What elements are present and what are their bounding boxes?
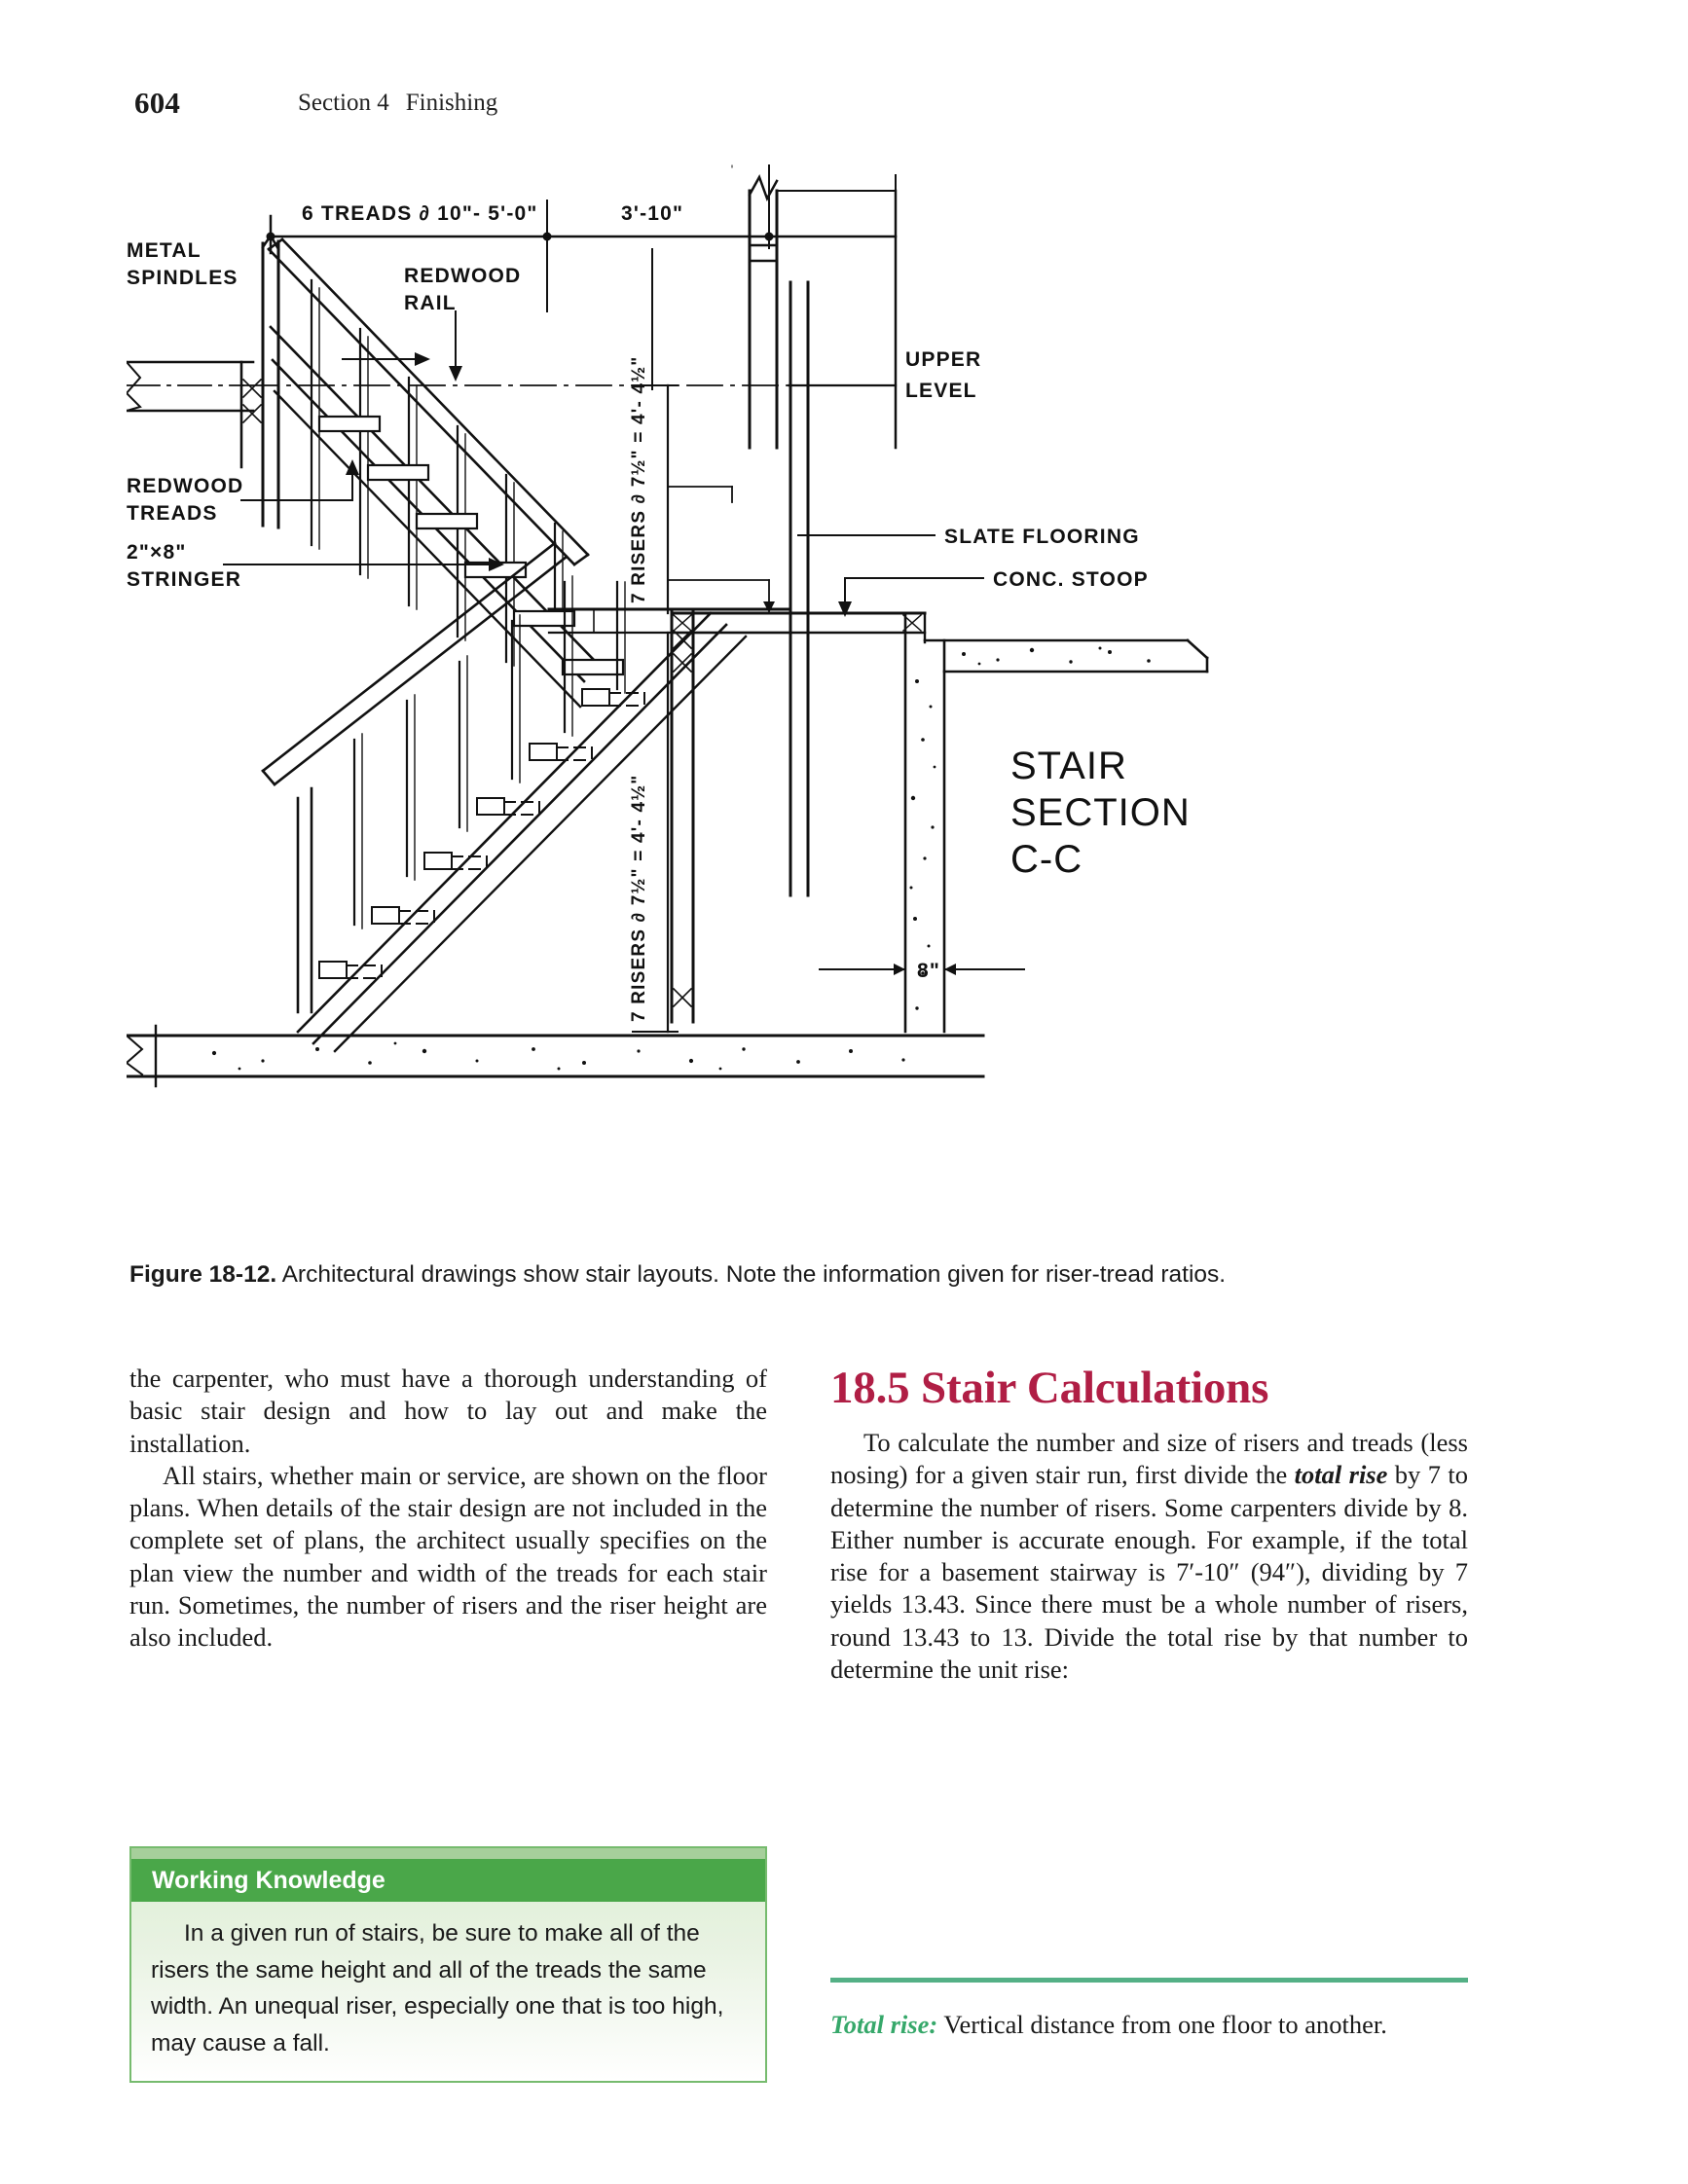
- working-knowledge-body: In a given run of stairs, be sure to make all of the risers the same height and all of the treads the same width. An unequal riser, especially one that is too high, may cause a fall.: [151, 1920, 724, 2057]
- label-redwood-rail-line1: REDWOOD: [404, 265, 522, 287]
- right-column: [830, 1363, 1468, 1686]
- label-stringer-line2: STRINGER: [127, 568, 242, 591]
- label-landing-dimension: 3'-10": [621, 202, 684, 225]
- right-paragraph-1-part-b: by 7 to determine the number of risers. Some carpenters divide by 8. Either number is accurate enough. For example, if the total rise for a basement stairway is 7′-10″ (94″), dividing by 7 yields 13.43. Since there must be a whole number of risers, round 13.43 to 13. Divide the total rise by that number to determine the unit rise:: [830, 1460, 1468, 1685]
- left-column: [129, 1363, 767, 1655]
- glossary-definition: [830, 2009, 1468, 2041]
- label-redwood-treads-line1: REDWOOD: [127, 475, 244, 497]
- glossary-definition-text: Vertical distance from one floor to another.: [937, 2009, 1387, 2039]
- working-knowledge-header: Working Knowledge: [131, 1859, 765, 1902]
- right-paragraph-1: [830, 1427, 1468, 1686]
- working-knowledge-box: [129, 1846, 767, 2083]
- figure-title-line1: STAIR: [1010, 745, 1127, 787]
- label-metal-spindles-line1: METAL: [127, 239, 202, 262]
- label-risers-lower: 7 RISERS ∂ 7½" = 4'- 4½": [629, 774, 649, 1022]
- figure-caption: [129, 1260, 1570, 1290]
- figure-18-12: [127, 156, 1567, 1226]
- glossary-block: [830, 1978, 1468, 2066]
- label-treads-dimension: 6 TREADS ∂ 10"- 5'-0": [302, 202, 538, 225]
- page-number: 604: [134, 86, 181, 120]
- section-heading-18-5: 18.5 Stair Calculations: [830, 1363, 1269, 1413]
- section-label: [298, 90, 497, 117]
- stair-section-drawing: [127, 156, 1567, 1226]
- figure-title-line2: SECTION: [1010, 791, 1191, 834]
- left-paragraph-2: All stairs, whether main or service, are shown on the floor plans. When details of the stair design are not included in the complete set of plans, the architect usually specifies on the plan view the number and width of the treads for each stair run. Sometimes, the number of risers and the riser height are also included.: [129, 1460, 767, 1653]
- label-redwood-rail-line2: RAIL: [404, 292, 457, 314]
- label-stoop-width: 8": [917, 960, 941, 982]
- working-knowledge-top-strip: [131, 1848, 765, 1859]
- running-head: [0, 86, 1688, 128]
- glossary-term: Total rise:: [830, 2009, 938, 2039]
- label-upper-level-line1: UPPER: [905, 348, 982, 371]
- figure-title-line3: C-C: [1010, 838, 1083, 881]
- glossary-rule: [830, 1978, 1468, 1983]
- label-stringer-line1: 2"×8": [127, 541, 187, 564]
- label-risers-upper: 7 RISERS ∂ 7½" = 4'- 4½": [629, 355, 649, 603]
- label-upper-level-line2: LEVEL: [905, 380, 977, 402]
- chapter-name: Finishing: [405, 90, 498, 116]
- label-slate-flooring: SLATE FLOORING: [944, 526, 1140, 548]
- right-paragraph-1-part-a: To calculate the number and size of risers and treads (less nosing) for a given stair run, first divide the: [830, 1428, 1468, 1490]
- label-redwood-treads-line2: TREADS: [127, 502, 218, 525]
- right-paragraph-1-emphasis: total rise: [1294, 1460, 1388, 1490]
- label-conc-stoop: CONC. STOOP: [993, 568, 1149, 591]
- left-paragraph-1: the carpenter, who must have a thorough understanding of basic stair design and how to lay out and make the installation.: [129, 1364, 767, 1458]
- figure-caption-label: Figure 18-12.: [129, 1261, 277, 1288]
- section-number: Section 4: [298, 90, 389, 116]
- figure-caption-text: Architectural drawings show stair layouts. Note the information given for riser-tread ratios.: [276, 1261, 1227, 1288]
- label-metal-spindles-line2: SPINDLES: [127, 267, 239, 289]
